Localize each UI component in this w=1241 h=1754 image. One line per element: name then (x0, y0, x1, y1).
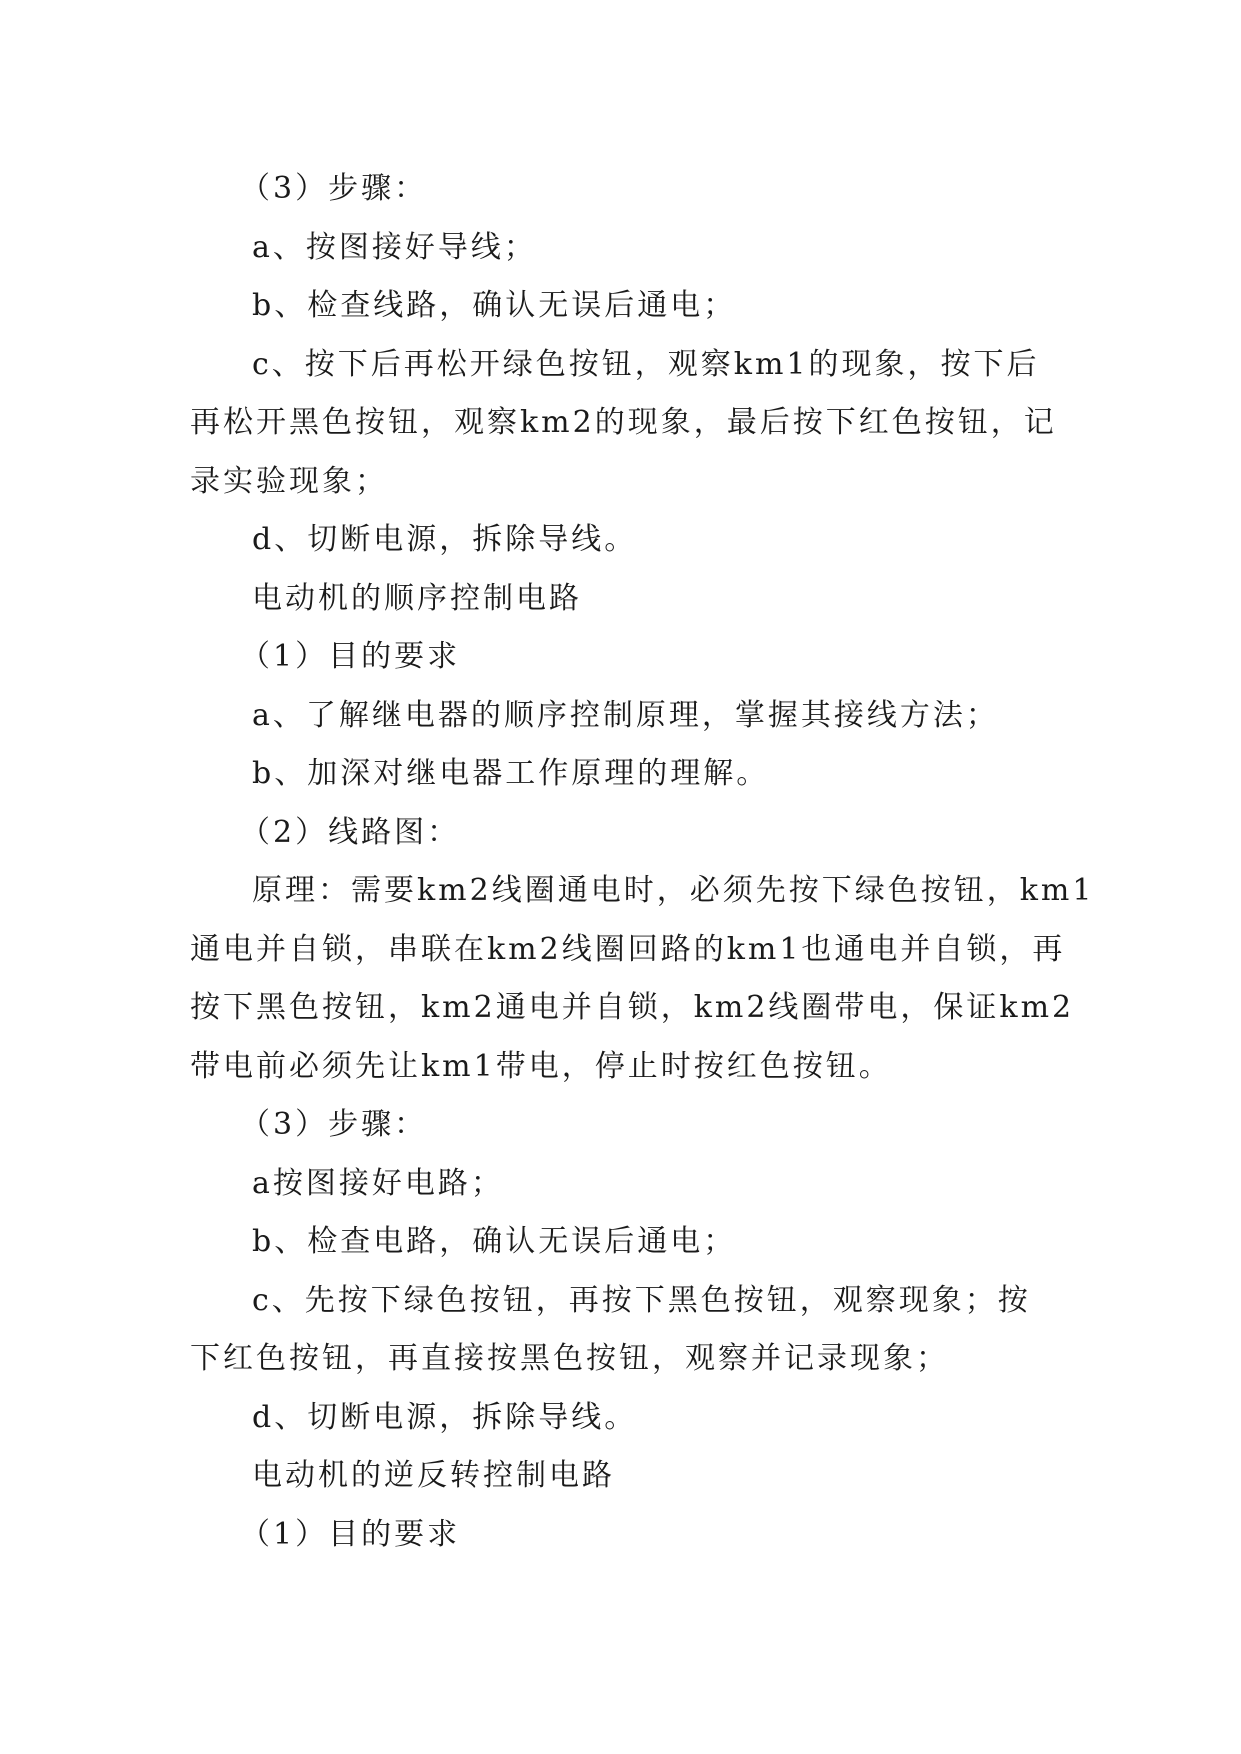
paragraph-line: 按下黑色按钮，km2通电并自锁，km2线圈带电，保证km2 (190, 990, 1075, 1025)
paragraph-line: 原理：需要km2线圈通电时，必须先按下绿色按钮，km1 (252, 873, 1095, 908)
paragraph-line: d、切断电源，拆除导线。 (252, 522, 638, 557)
step-heading: （1）目的要求 (240, 1516, 461, 1552)
paragraph-line: c、按下后再松开绿色按钮，观察km1的现象，按下后 (252, 346, 1040, 382)
step-heading: （3）步骤： (240, 1107, 428, 1142)
paragraph-line: 再松开黑色按钮，观察km2的现象，最后按下红色按钮，记 (190, 405, 1057, 440)
step-heading: （3）步骤： (240, 171, 428, 206)
paragraph-line: a按图接好电路； (252, 1165, 504, 1201)
paragraph-line: b、检查线路，确认无误后通电； (252, 288, 737, 323)
paragraph-line: 录实验现象； (190, 463, 388, 499)
paragraph-line: b、加深对继电器工作原理的理解。 (252, 756, 770, 791)
section-title: 电动机的逆反转控制电路 (252, 1458, 615, 1493)
document-page (190, 160, 1095, 1564)
paragraph-line: a、了解继电器的顺序控制原理，掌握其接线方法； (252, 697, 999, 733)
paragraph-line: 带电前必须先让km1带电，停止时按红色按钮。 (190, 1048, 892, 1084)
step-heading: （1）目的要求 (240, 639, 461, 674)
paragraph-line: d、切断电源，拆除导线。 (252, 1399, 638, 1435)
paragraph-line: a、按图接好导线； (252, 229, 537, 265)
step-heading: （2）线路图： (240, 814, 461, 850)
section-title: 电动机的顺序控制电路 (252, 580, 582, 616)
paragraph-line: 通电并自锁，串联在km2线圈回路的km1也通电并自锁，再 (190, 931, 1066, 967)
paragraph-line: b、检查电路，确认无误后通电； (252, 1224, 737, 1259)
paragraph-line: 下红色按钮，再直接按黑色按钮，观察并记录现象； (190, 1341, 949, 1376)
paragraph-line: c、先按下绿色按钮，再按下黑色按钮，观察现象；按 (252, 1282, 1031, 1318)
